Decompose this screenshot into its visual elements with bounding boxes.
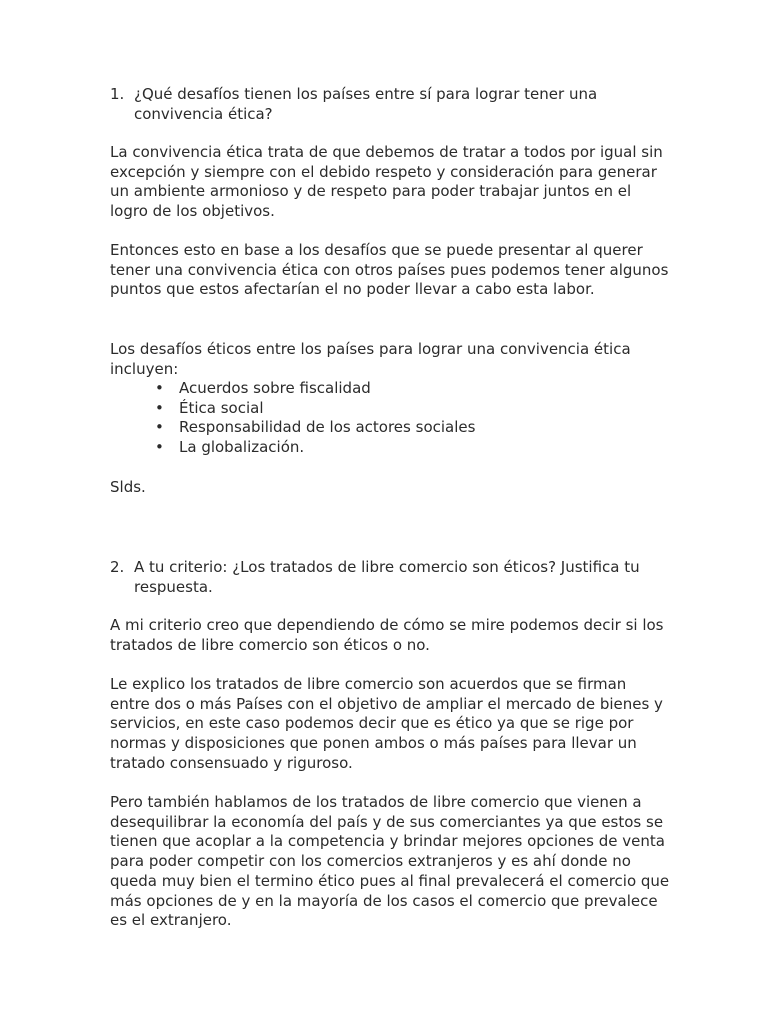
list-item: • Responsabilidad de los actores sociales	[155, 418, 476, 437]
answer-2-paragraph-3: Pero también hablamos de los tratados de libre comercio que vienen a desequilibrar la economía del país y de sus comerciantes ya que estos se tienen que acoplar a la competencia y brindar mejores opciones de venta para poder competir con los comercios extranjeros y es ahí donde no queda muy bien el termino ético pues al final prevalecerá el comercio que más opciones de y en la mayoría de los casos el comercio que prevalece es el extranjero.	[110, 793, 670, 930]
question-2-text: A tu criterio: ¿Los tratados de libre comercio son éticos? Justifica tu respuesta.	[134, 558, 640, 596]
bullet-icon: •	[155, 418, 164, 437]
list-item: • Ética social	[155, 398, 264, 417]
list-item: • Acuerdos sobre fiscalidad	[155, 379, 371, 397]
challenges-list	[110, 379, 670, 458]
answer-2-paragraph-2: Le explico los tratados de libre comercio son acuerdos que se firman entre dos o más Países con el objetivo de ampliar el mercado de bienes y servicios, en este caso podemos decir que es ético ya que se rige por normas y disposiciones que ponen ambos o más países para llevar un tratado consensuado y riguroso.	[110, 675, 663, 772]
list-item: • La globalización.	[155, 438, 305, 457]
signoff: Slds.	[110, 478, 146, 496]
answer-1-paragraph-2: Entonces esto en base a los desafíos que se puede presentar al querer tener una convivencia ética con otros países pues podemos tener algunos puntos que estos afectarían el no poder llevar a cabo esta labor.	[110, 241, 669, 299]
answer-2-paragraph-1: A mi criterio creo que dependiendo de cómo se mire podemos decir si los tratados de libre comercio son éticos o no.	[110, 616, 664, 654]
bullet-icon: •	[155, 379, 164, 397]
answer-1-paragraph-1: La convivencia ética trata de que debemos de tratar a todos por igual sin excepción y siempre con el debido respeto y consideración para generar un ambiente armonioso y de respeto para poder trabajar juntos en el logro de los objetivos.	[110, 143, 663, 221]
question-2-number: 2.	[110, 558, 125, 576]
bullet-icon: •	[155, 398, 164, 417]
question-2	[110, 557, 670, 597]
question-1	[110, 84, 670, 124]
answer-1-paragraph-3: Los desafíos éticos entre los países para lograr una convivencia ética incluyen:	[110, 340, 631, 378]
question-1-number: 1.	[110, 85, 125, 103]
bullet-icon: •	[155, 438, 164, 457]
question-1-text: ¿Qué desafíos tienen los países entre sí para lograr tener una convivencia ética?	[134, 85, 598, 123]
